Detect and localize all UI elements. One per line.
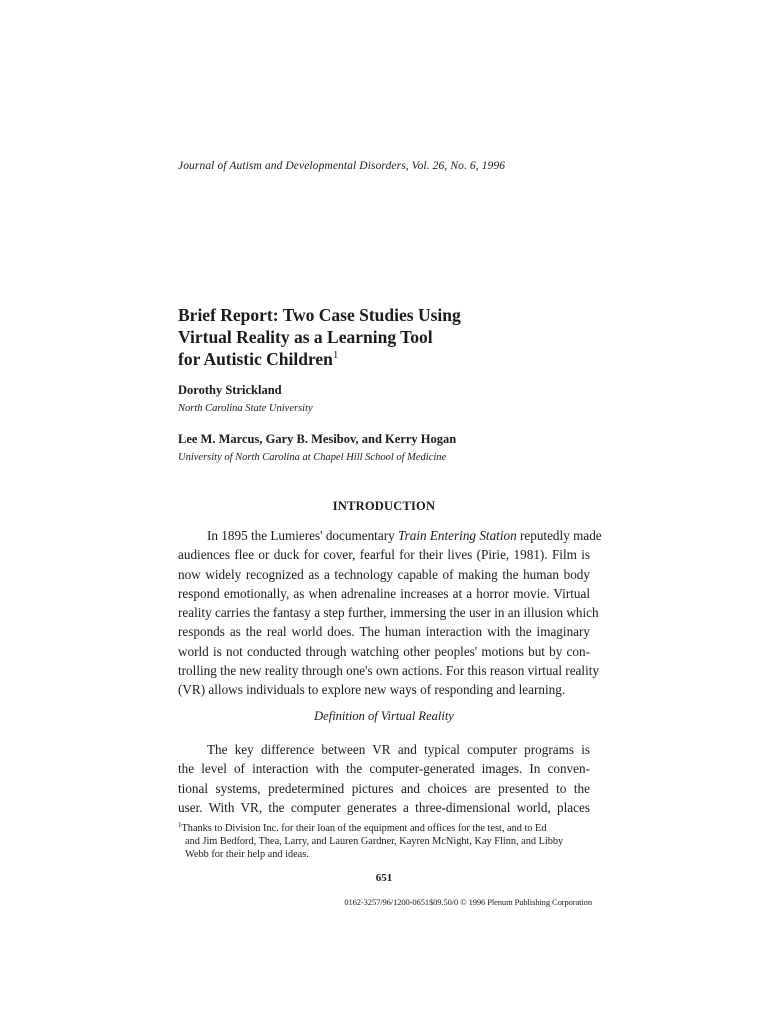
title-footnote-mark: 1 bbox=[332, 349, 339, 361]
footnote-line bbox=[178, 822, 592, 835]
title-line-2: Virtual Reality as a Learning Tool bbox=[178, 327, 433, 347]
definition-line: the level of interaction with the computer-generated images. In conven- bbox=[178, 761, 590, 777]
author-1: Dorothy Strickland bbox=[178, 383, 282, 397]
intro-line-text: reputedly made bbox=[516, 528, 602, 543]
definition-heading: Definition of Virtual Reality bbox=[314, 709, 454, 723]
introduction-paragraph bbox=[178, 526, 602, 700]
intro-line: respond emotionally, as when adrenaline increases at a horror movie. Virtual bbox=[178, 585, 590, 601]
footnote bbox=[178, 822, 592, 862]
intro-line: trolling the new reality through one's own actions. For this reason virtual reality bbox=[178, 663, 599, 679]
copyright-line: 0162-3257/96/1200-0651$09.50/0 © 1996 Plenum Publishing Corporation bbox=[344, 897, 592, 907]
title-line-3 bbox=[178, 348, 598, 370]
author-2: Lee M. Marcus, Gary B. Mesibov, and Kerry Hogan bbox=[178, 432, 457, 446]
intro-line: (VR) allows individuals to explore new ways of responding and learning. bbox=[178, 682, 566, 698]
footnote-mark: 1 bbox=[178, 821, 182, 829]
definition-line: user. With VR, the computer generates a three-dimensional world, places bbox=[178, 799, 590, 815]
title-line-1: Brief Report: Two Case Studies Using bbox=[178, 305, 461, 325]
footnote-line-text: Thanks to Division Inc. for their loan of the equipment and offices for the test, and to Ed bbox=[181, 823, 547, 834]
footnote-line: and Jim Bedford, Thea, Larry, and Lauren Gardner, Kayren McNight, Kay Flinn, and Libby bbox=[185, 836, 564, 848]
article-title bbox=[178, 304, 598, 370]
introduction-heading: INTRODUCTION bbox=[332, 499, 436, 513]
intro-line bbox=[178, 526, 602, 545]
definition-line: tional systems, predetermined pictures and choices are presented to the bbox=[178, 780, 590, 796]
intro-line: audiences flee or duck for cover, fearful for their lives (Pirie, 1981). Film is bbox=[178, 547, 590, 563]
title-line-3-text: for Autistic Children bbox=[178, 349, 333, 369]
intro-line: world is not conducted through watching other peoples' motions but by con- bbox=[178, 643, 590, 659]
intro-line-text: In 1895 the Lumieres' documentary bbox=[207, 528, 398, 543]
affiliation-1: North Carolina State University bbox=[178, 403, 313, 414]
definition-line: The key difference between VR and typical computer programs is bbox=[207, 742, 590, 757]
intro-line: responds as the real world does. The human interaction with the imaginary bbox=[178, 624, 590, 640]
intro-line: reality carries the fantasy a step further, immersing the user in an illusion which bbox=[178, 605, 599, 621]
page-number: 651 bbox=[375, 872, 393, 884]
intro-line: now widely recognized as a technology capable of making the human body bbox=[178, 566, 590, 582]
film-title: Train Entering Station bbox=[397, 528, 517, 543]
footnote-line: Webb for their help and ideas. bbox=[185, 849, 309, 861]
journal-citation: Journal of Autism and Developmental Disorders, Vol. 26, No. 6, 1996 bbox=[178, 160, 506, 172]
definition-paragraph bbox=[178, 740, 590, 817]
affiliation-2: University of North Carolina at Chapel Hill School of Medicine bbox=[178, 452, 447, 463]
